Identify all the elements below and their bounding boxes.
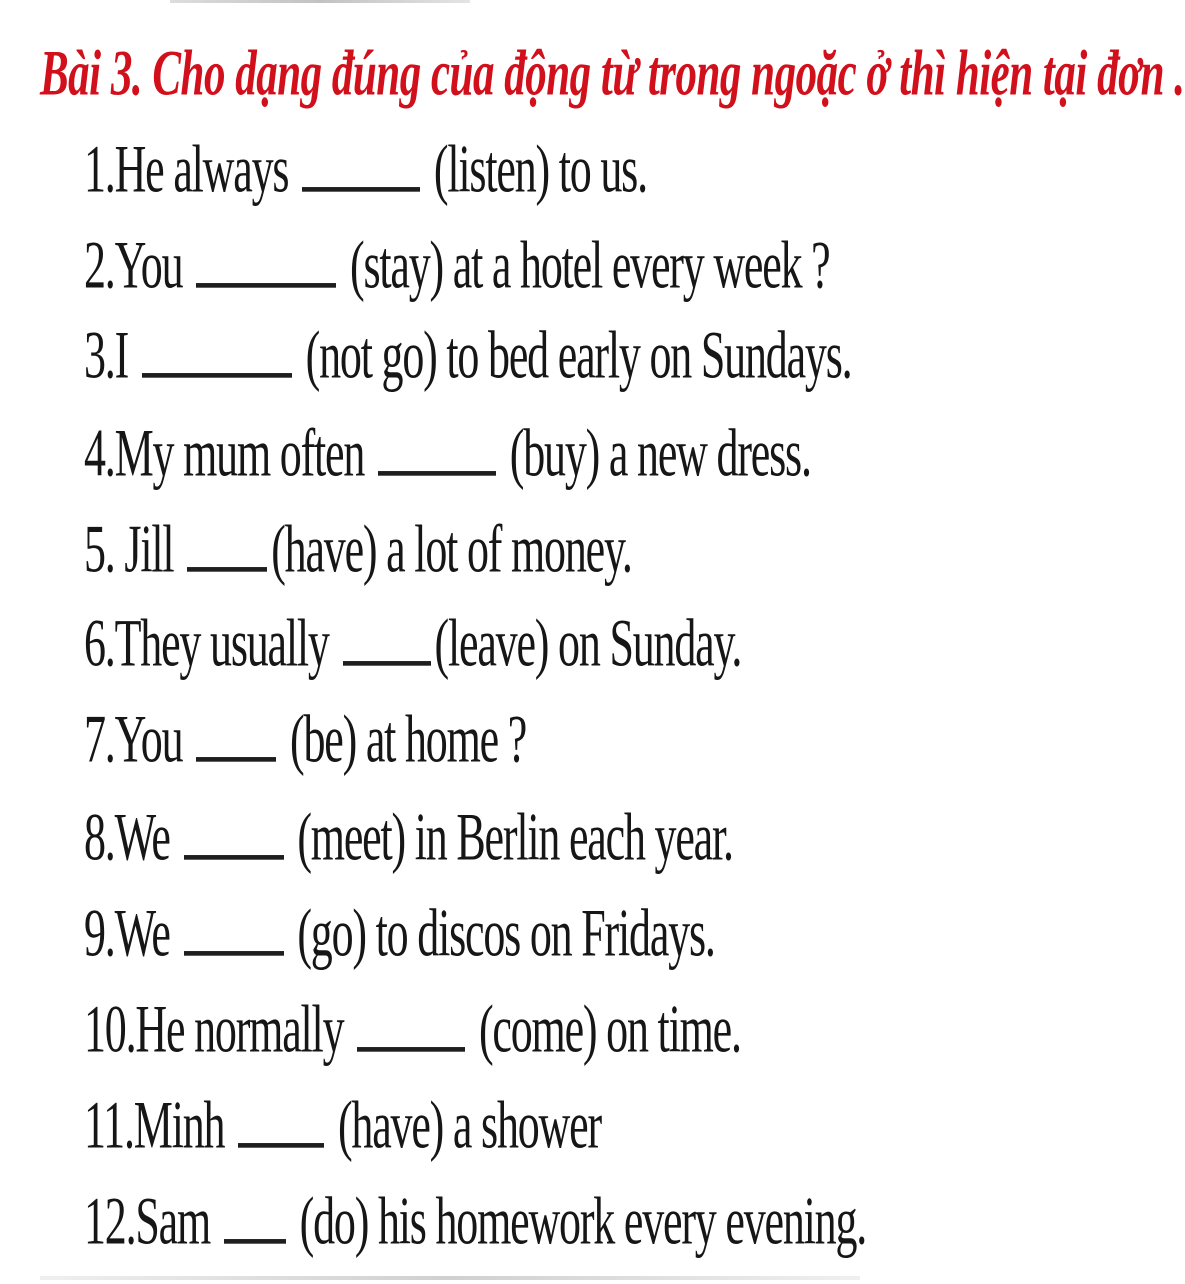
item-number: 7.	[84, 701, 115, 778]
cropped-text-edge-bottom	[40, 1276, 860, 1280]
item-verb-and-rest: (buy) a new dress.	[500, 415, 811, 492]
exercise-item-12	[84, 1160, 866, 1284]
item-subject: Minh	[133, 1087, 235, 1164]
answer-blank[interactable]	[196, 252, 336, 288]
item-subject: Jill	[114, 511, 184, 588]
item-verb-and-rest: (stay) at a hotel every week ?	[340, 227, 830, 304]
item-subject: They usually	[114, 605, 339, 682]
answer-blank[interactable]	[378, 440, 496, 476]
item-number: 1.	[84, 131, 115, 208]
item-verb-and-rest: (leave) on Sunday.	[434, 605, 742, 682]
item-number: 11.	[84, 1087, 134, 1164]
item-subject: Sam	[135, 1183, 220, 1260]
answer-blank[interactable]	[238, 1112, 324, 1148]
answer-blank[interactable]	[142, 342, 292, 378]
item-number: 9.	[84, 895, 115, 972]
answer-blank[interactable]	[187, 536, 267, 572]
item-verb-and-rest: (go) to discos on Fridays.	[287, 895, 715, 972]
item-number: 5.	[84, 511, 115, 588]
answer-blank[interactable]	[302, 156, 420, 192]
answer-blank[interactable]	[184, 824, 284, 860]
item-subject: You	[114, 227, 193, 304]
item-number: 10.	[84, 991, 136, 1068]
item-subject: He normally	[135, 991, 354, 1068]
cropped-text-edge-top	[170, 0, 470, 3]
item-subject: He always	[114, 131, 299, 208]
item-verb-and-rest: (meet) in Berlin each year.	[287, 799, 733, 876]
item-number: 2.	[84, 227, 115, 304]
item-verb-and-rest: (listen) to us.	[424, 131, 647, 208]
exercise-title: Bài 3. Cho dạng đúng của động từ trong ngoặc ở thì hiện tại đơn .	[40, 39, 1185, 110]
item-number: 12.	[84, 1183, 136, 1260]
answer-blank[interactable]	[196, 726, 276, 762]
item-verb-and-rest: (not go) to bed early on Sundays.	[295, 317, 852, 394]
answer-blank[interactable]	[224, 1208, 286, 1244]
item-subject: We	[114, 799, 180, 876]
answer-blank[interactable]	[357, 1016, 465, 1052]
item-verb-and-rest: (be) at home ?	[280, 701, 527, 778]
item-verb-and-rest: (have) a lot of money.	[271, 511, 632, 588]
item-subject: We	[114, 895, 180, 972]
item-subject: My mum often	[114, 415, 374, 492]
item-number: 6.	[84, 605, 115, 682]
item-verb-and-rest: (come) on time.	[469, 991, 741, 1068]
answer-blank[interactable]	[184, 920, 284, 956]
item-subject: You	[114, 701, 193, 778]
answer-blank[interactable]	[343, 630, 431, 666]
item-number: 3.	[84, 317, 115, 394]
item-verb-and-rest: (do) his homework every evening.	[289, 1183, 867, 1260]
item-number: 4.	[84, 415, 115, 492]
item-verb-and-rest: (have) a shower	[328, 1087, 601, 1164]
item-subject: I	[114, 317, 138, 394]
item-number: 8.	[84, 799, 115, 876]
